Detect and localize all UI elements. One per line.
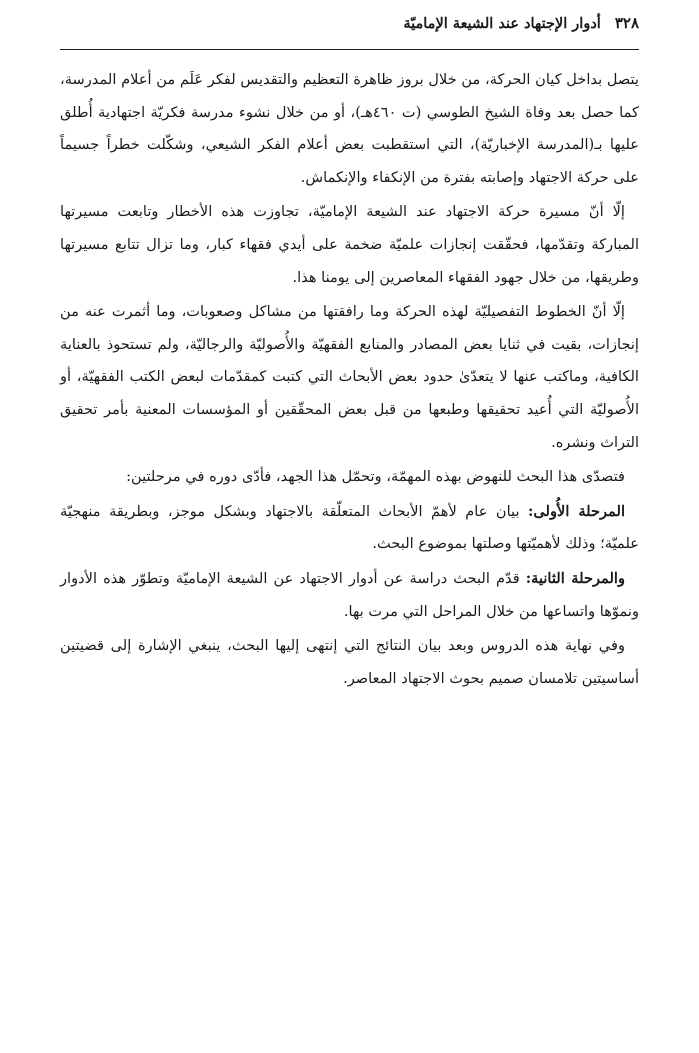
paragraph-4: فتصدّى هذا البحث للنهوض بهذه المهمّة، وتحمّل هذا الجهد، فأدّى دوره في مرحلتين: xyxy=(126,468,625,486)
paragraph-3: إلّا أنّ الخطوط التفصيليّة لهذه الحركة وما رافقتها من مشاكل وصعوبات، وما أثمرت عنه من إنجازات، بقيت في ثنايا بعض المصادر والمنابع الفقهيّة والأُصوليّة والرجاليّة، ولم تستحوذ بالعناية الكافية، وماكتب عنها لا يتعدّىٰ حدود بعض الأبحاث التي كتبت كمقدّمات لبعض الكتب الفقهيّة، أو الأُصوليّة التي أُعيد تحقيقها وطبعها من قبل بعض المحقّقين أو المؤسسات المعنية بأمر تحقيق التراث ونشره. xyxy=(60,303,639,451)
paragraph-2: إلّا أنّ مسيرة حركة الاجتهاد عند الشيعة الإماميّة، تجاوزت هذه الأخطار وتابعت مسيرتها المباركة وتقدّمها، فحقّقت إنجازات علميّة ضخمة على أيدي فقهاء كبار، وما تزال تتابع مسيرتها وطريقها، من خلال جهود الفقهاء المعاصرين إلى يومنا هذا. xyxy=(60,203,639,286)
second-stage-text: قدّم البحث دراسة عن أدوار الاجتهاد عن الشيعة الإماميّة وتطوّر هذه الأدوار ونموّها واتساعها من خلال المراحل التي مرت بها. xyxy=(60,569,639,620)
first-stage-text: بيان عام لأهمّ الأبحاث المتعلّقة بالاجتهاد وبشكل موجز، وبطريقة منهجيّة علميّة؛ وذلك لأهميّتها وصلتها بموضوع البحث. xyxy=(60,502,639,553)
page-number: ٣٢٨ xyxy=(614,14,639,32)
paragraph-1: يتصل بداخل كيان الحركة، من خلال بروز ظاهرة التعظيم والتقديس لفكر عَلَم من أعلام المدرسة، كما حصل بعد وفاة الشيخ الطوسي (ت ٤٦٠هـ)، أو من خلال نشوء مدرسة فكريّة اجتهادية أُطلق عليها بـ(المدرسة الإخباريّة)، التي استقطبت بعض أعلام الفكر الشيعي، وشكّلت خطراً جسيماً على حركة الاجتهاد وإصابته بفترة من الإنكفاء والإنكماش. xyxy=(60,71,640,186)
running-header xyxy=(60,14,639,50)
paragraph-6 xyxy=(60,563,639,628)
paragraph-7: وفي نهاية هذه الدروس وبعد بيان النتائج التي إنتهى إليها البحث، ينبغي الإشارة إلى قضيتين أساسيتين تلامسان صميم بحوث الاجتهاد المعاصر. xyxy=(60,637,639,687)
first-stage-term: المرحلة الأُولى: xyxy=(528,502,625,520)
running-title: أدوار الإجتهاد عند الشيعة الإماميّة xyxy=(403,15,601,32)
second-stage-term: والمرحلة الثانية: xyxy=(525,569,625,587)
page-body xyxy=(60,64,639,695)
paragraph-5 xyxy=(60,496,639,561)
